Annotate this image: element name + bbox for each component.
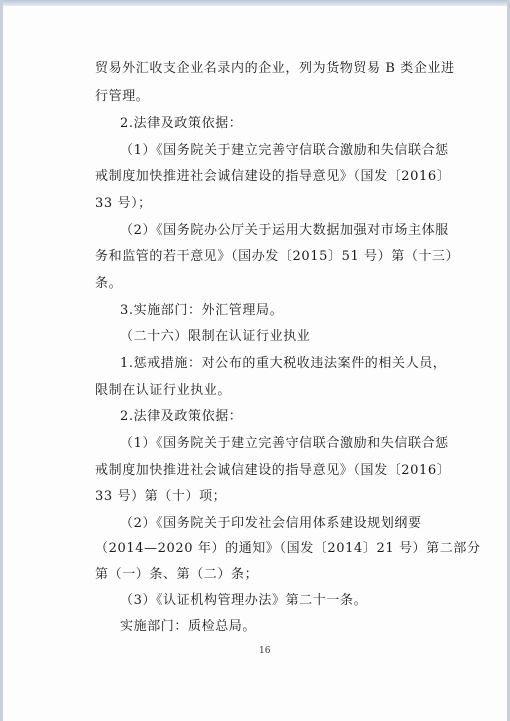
text-line-6: 33 号）；	[95, 196, 152, 211]
text-line-1: 贸易外汇收支企业名录内的企业，列为货物贸易 B 类企业进	[95, 61, 455, 76]
text-line-20: 第（一）条、第（二）条；	[95, 567, 259, 582]
text-line-13: 限制在认证行业执业。	[95, 383, 232, 398]
text-line-8: 务和监管的若干意见》（国办发〔2015〕51 号）第（十三）	[95, 249, 460, 264]
subheading-department-2: 实施部门：质检总局。	[120, 619, 257, 634]
scan-left-edge	[0, 0, 3, 721]
scan-top-edge	[0, 0, 510, 6]
text-line-4: （1）《国务院关于建立完善守信联合激励和失信联合惩	[120, 143, 449, 158]
text-line-9: 条。	[95, 276, 123, 291]
subheading-department-1: 3.实施部门：外汇管理局。	[120, 303, 284, 318]
text-line-18: （2）《国务院关于印发社会信用体系建设规划纲要	[120, 516, 422, 531]
text-line-2: 行管理。	[95, 89, 150, 104]
text-line-7: （2）《国务院办公厅关于运用大数据加强对市场主体服	[120, 223, 449, 238]
text-line-5: 戒制度加快推进社会诚信建设的指导意见》（国发〔2016〕	[95, 169, 451, 184]
page-number: 16	[259, 646, 271, 656]
text-line-15: （1）《国务院关于建立完善守信联合激励和失信联合惩	[120, 436, 449, 451]
subheading-measures: 1.惩戒措施：对公布的重大税收违法案件的相关人员，	[120, 356, 447, 371]
text-line-16: 戒制度加快推进社会诚信建设的指导意见》（国发〔2016〕	[95, 463, 451, 478]
text-line-21: （3）《认证机构管理办法》第二十一条。	[120, 593, 368, 608]
subheading-legal-basis-1: 2.法律及政策依据：	[120, 116, 243, 131]
text-line-17: 33 号）第（十）项；	[95, 489, 227, 504]
text-line-19: （2014—2020 年）的通知》（国发〔2014〕21 号）第二部分	[95, 541, 481, 556]
subheading-legal-basis-2: 2.法律及政策依据：	[120, 409, 243, 424]
section-heading-26: （二十六）限制在认证行业执业	[120, 329, 311, 344]
